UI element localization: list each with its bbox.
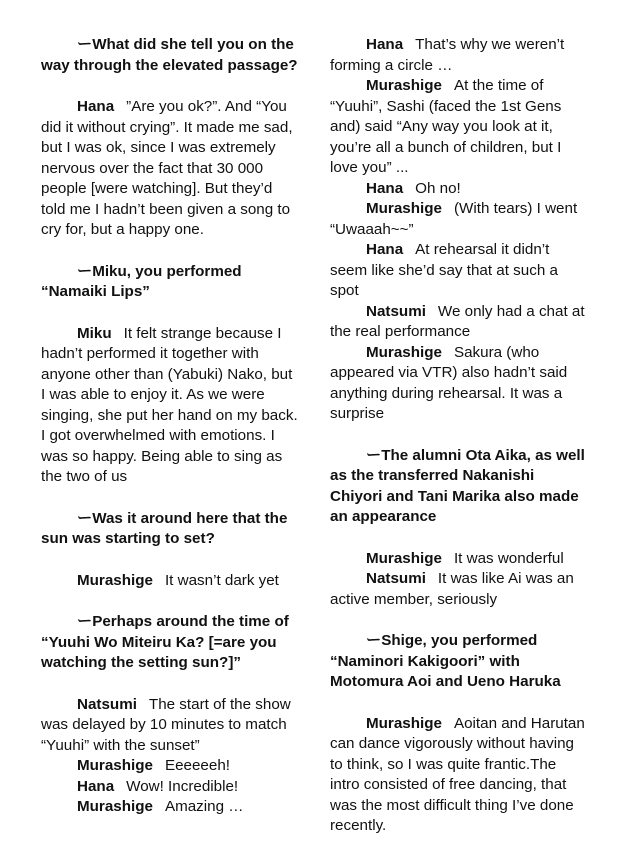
interview-question: ーMiku, you performed “Namaiki Lips” (41, 262, 242, 300)
interview-question: ーShige, you performed “Naminori Kakigoori” with Motomura Aoi and Ueno Haruka (330, 632, 561, 690)
speaker-name: Murashige (366, 77, 442, 94)
right-column (330, 35, 588, 858)
answer-text: It was wonderful (453, 549, 564, 567)
interview-answer (330, 35, 588, 76)
answer-text: Eeeeeeh! (164, 757, 230, 774)
speaker-name: Murashige (366, 714, 442, 732)
answer-text: Amazing … (164, 798, 244, 815)
interview-answer (330, 714, 588, 837)
speaker-name: Murashige (77, 571, 153, 589)
speaker-name: Miku (77, 324, 112, 342)
answer-text: ”Are you ok?”. And “You did it without crying”. It made me sad, but I was ok, since I was extremely nervous over the fact that 30 000 people [were watching]. But they’d told me I hadn’t been given a song to cry for, but a happy one. (41, 98, 293, 238)
speaker-name: Murashige (366, 343, 442, 361)
interview-answer (330, 302, 588, 343)
speaker-name: Natsumi (366, 570, 426, 587)
answer-text: It wasn’t dark yet (164, 571, 279, 589)
interview-answer (330, 240, 588, 302)
answer-text: It was like Ai was an active member, seriously (330, 570, 574, 608)
answer-text: Aoitan and Harutan can dance vigorously without having to think, so I was quite frantic.The intro consisted of free dancing, that was the most difficult thing I’ve done recently. (330, 714, 585, 834)
interview-answer (41, 797, 299, 818)
interview-answer (330, 549, 588, 570)
interview-answer (330, 179, 588, 200)
answer-text: At the time of “Yuuhi”, Sashi (faced the 1st Gens and) said “Any way you look at it, you’re all a bunch of children, but I love you” ... (330, 77, 562, 176)
answer-text: That’s why we weren’t forming a circle … (330, 36, 565, 74)
speaker-name: Hana (77, 777, 115, 795)
interview-answer (330, 199, 588, 240)
interview-answer (330, 76, 588, 179)
answer-text: Wow! Incredible! (126, 777, 239, 795)
left-column (41, 35, 299, 818)
speaker-name: Natsumi (77, 695, 137, 713)
interview-answer (41, 97, 299, 241)
speaker-name: Murashige (366, 200, 442, 217)
answer-text: At rehearsal it didn’t seem like she’d say that at such a spot (330, 241, 558, 299)
speaker-name: Hana (366, 241, 404, 258)
interview-answer (41, 756, 299, 777)
answer-text: Oh no! (415, 179, 461, 197)
interview-question: ーThe alumni Ota Aika, as well as the transferred Nakanishi Chiyori and Tani Marika also made an appearance (330, 446, 585, 525)
speaker-name: Murashige (77, 798, 153, 815)
answer-text: The start of the show was delayed by 10 minutes to match “Yuuhi” with the sunset” (41, 695, 291, 754)
interview-answer (41, 695, 299, 757)
answer-text: Sakura (who appeared via VTR) also hadn’t said anything during rehearsal. It was a surprise (330, 343, 568, 422)
answer-text: It felt strange because I hadn’t performed it together with anyone other than (Yabuki) Nako, but I was able to enjoy it. As we were singing, she put her hand on my back. I got overwhelmed with emotions. I was so happy. Being able to sing as the two of us (41, 324, 298, 485)
interview-question: ーWhat did she tell you on the way through the elevated passage? (41, 36, 298, 74)
interview-answer (41, 777, 299, 798)
interview-answer (41, 324, 299, 488)
speaker-name: Hana (77, 98, 115, 115)
speaker-name: Natsumi (366, 302, 426, 320)
interview-answer (41, 571, 299, 592)
speaker-name: Hana (366, 179, 404, 197)
interview-question: ーPerhaps around the time of “Yuuhi Wo Miteiru Ka? [=are you watching the setting sun?]” (41, 613, 289, 671)
speaker-name: Murashige (77, 757, 153, 774)
answer-text: We only had a chat at the real performance (330, 302, 585, 340)
speaker-name: Hana (366, 36, 404, 53)
interview-question: ーWas it around here that the sun was starting to set? (41, 509, 288, 547)
interview-answer (330, 343, 588, 425)
speaker-name: Murashige (366, 549, 442, 567)
answer-text: (With tears) I went “Uwaaah~~” (330, 200, 578, 238)
interview-answer (330, 569, 588, 610)
